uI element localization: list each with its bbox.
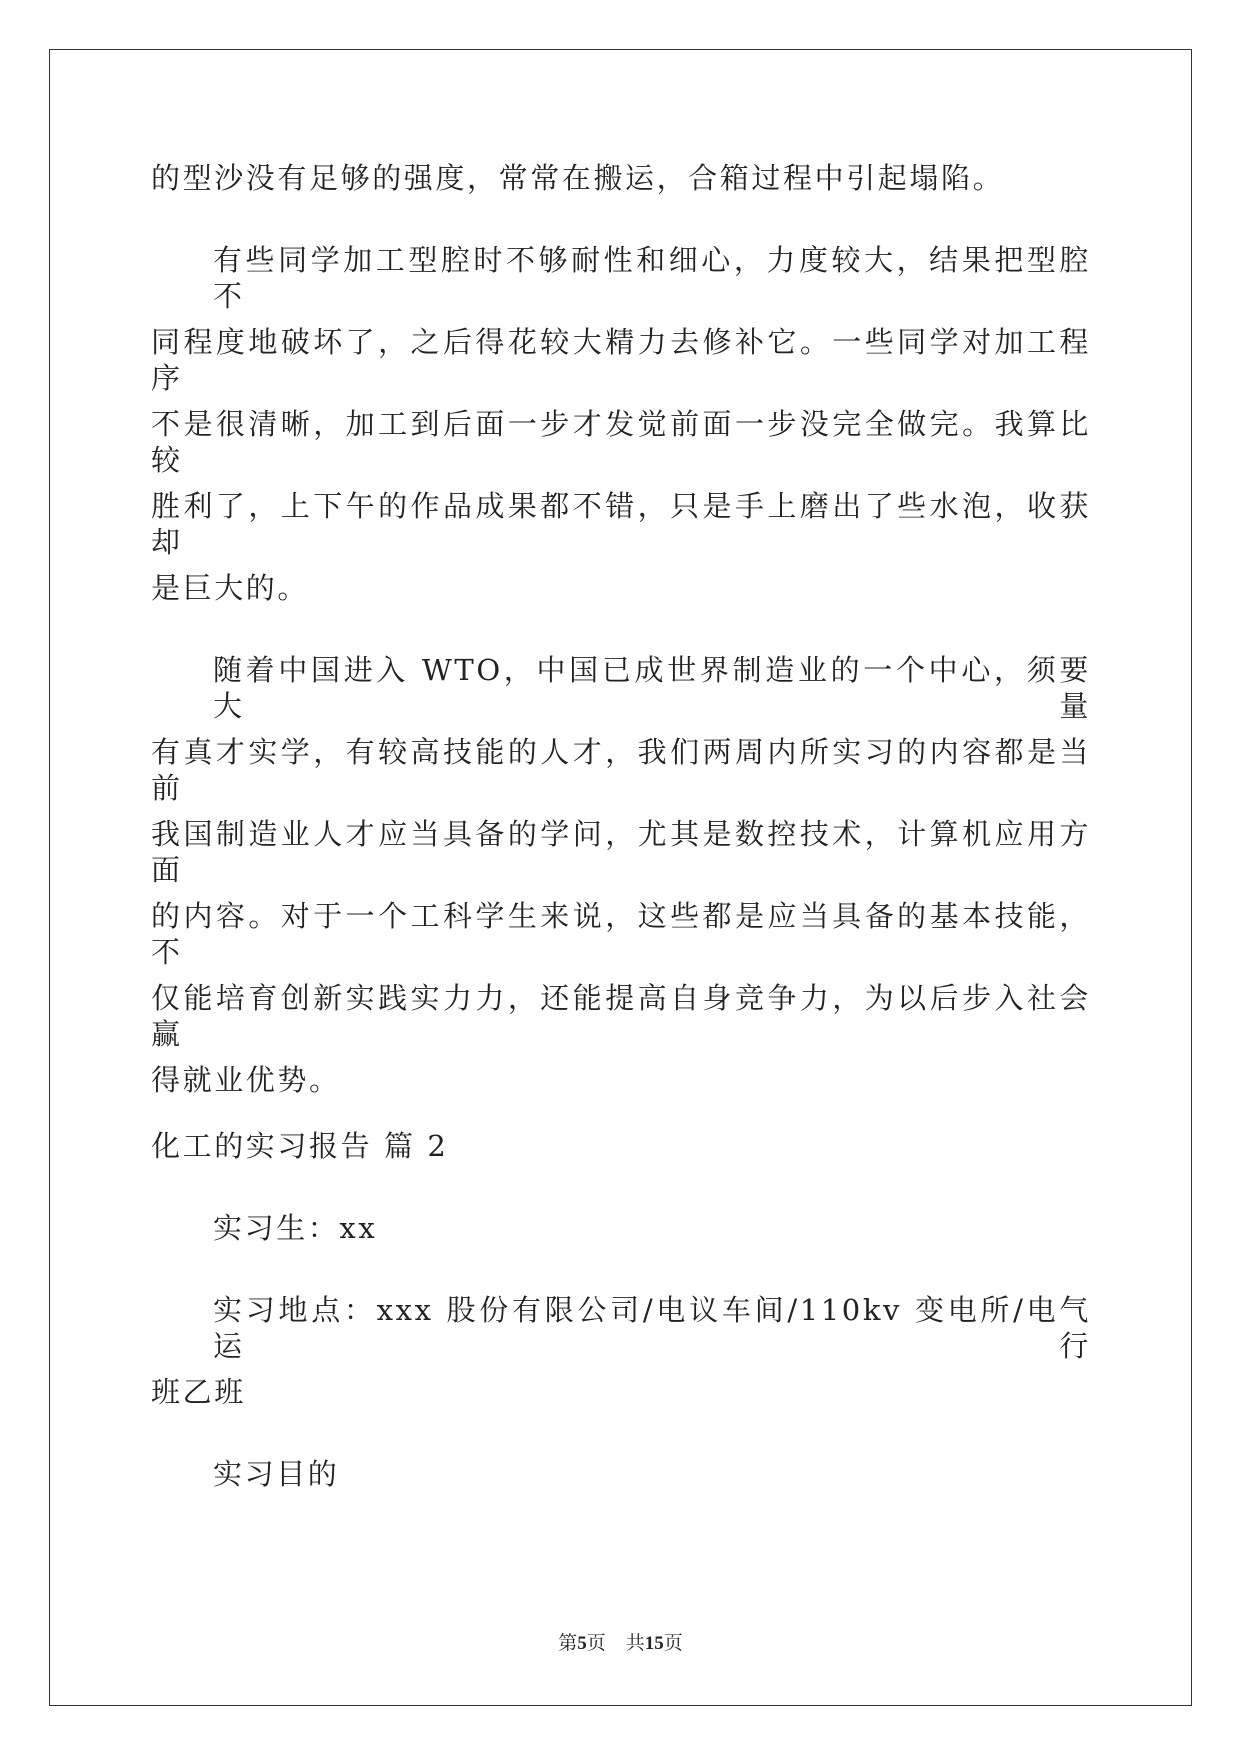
paragraph-line: 有些同学加工型腔时不够耐性和细心，力度较大，结果把型腔不 [213,243,1091,313]
footer-total-prefix: 共 [625,1632,645,1654]
intern-location-line: 实习地点：xxx 股份有限公司/电议车间/110kv 变电所/电气运行 [213,1293,1091,1363]
footer-prefix: 第 [558,1632,578,1654]
paragraph-line: 是巨大的。 [151,571,310,605]
total-page-count: 15 [644,1633,664,1654]
paragraph-line: 有真才实学，有较高技能的人才，我们两周内所实习的内容都是当前 [151,735,1091,805]
paragraph-line: 不是很清晰，加工到后面一步才发觉前面一步没完全做完。我算比较 [151,407,1091,477]
paragraph-line: 的型沙没有足够的强度，常常在搬运，合箱过程中引起塌陷。 [151,161,1005,195]
paragraph-line: 仅能培育创新实践实力力，还能提高自身竞争力，为以后步入社会赢 [151,981,1091,1051]
paragraph-line: 班乙班 [151,1375,246,1409]
current-page-number: 5 [577,1633,587,1654]
paragraph-line: 随着中国进入 WTO，中国已成世界制造业的一个中心，须要大量 [213,653,1091,723]
paragraph-line: 同程度地破坏了，之后得花较大精力去修补它。一些同学对加工程序 [151,325,1091,395]
footer-page-suffix: 页 [586,1632,606,1654]
page-number-footer [0,1632,1241,1655]
subsection-heading: 实习目的 [213,1457,340,1491]
paragraph-line: 胜利了，上下午的作品成果都不错，只是手上磨出了些水泡，收获却 [151,489,1091,559]
paragraph-line: 的内容。对于一个工科学生来说，这些都是应当具备的基本技能，不 [151,899,1091,969]
intern-name-line: 实习生：xx [213,1211,378,1245]
footer-total-suffix: 页 [663,1632,683,1654]
section-heading: 化工的实习报告 篇 2 [151,1129,449,1163]
paragraph-line: 我国制造业人才应当具备的学问，尤其是数控技术，计算机应用方面 [151,817,1091,887]
document-body [151,160,1091,1538]
paragraph-line: 得就业优势。 [151,1063,341,1097]
